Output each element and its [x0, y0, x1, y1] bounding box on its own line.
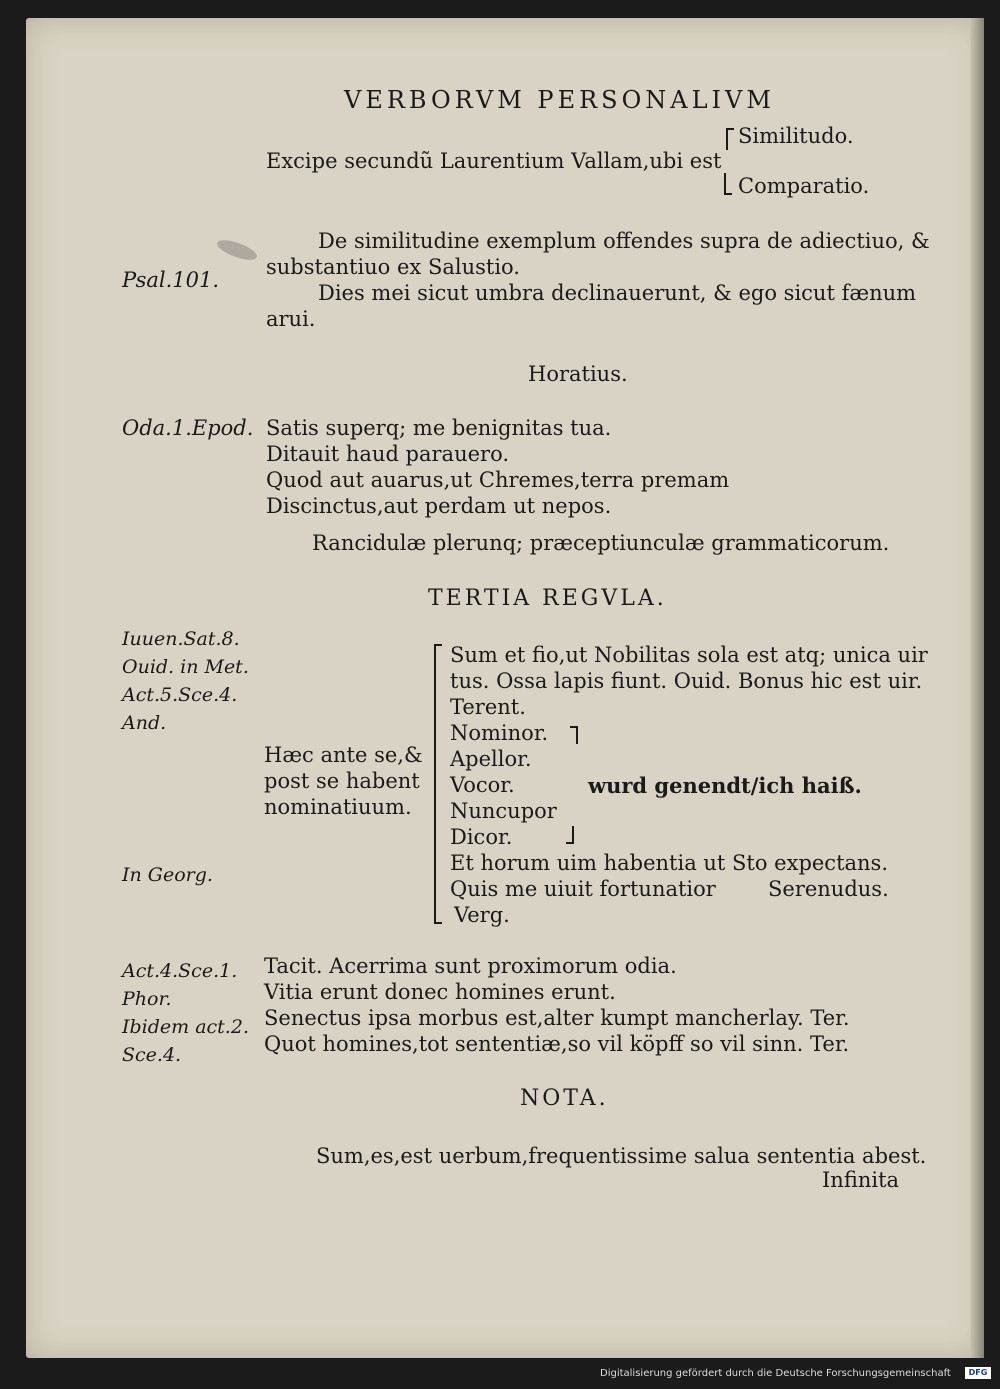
regula-line: Et horum uim habentia ut Sto expectans. — [450, 851, 889, 875]
similitudo-line-1: De similitudine exemplum offendes supra de adiectiuo, & — [318, 229, 930, 253]
similitudo-line-2: substantiuo ex Salustio. — [266, 255, 520, 279]
margin-ref: Act.4.Sce.1. — [122, 960, 238, 982]
sententia-line: Quot homines,tot sententiæ,so vil köpff so vil sinn. Ter. — [264, 1032, 850, 1056]
horatius-verse: Ditauit haud parauero. — [266, 442, 510, 466]
german-gloss: wurd genendt/ich haiß. — [588, 773, 862, 798]
ink-blot — [215, 236, 259, 264]
dfg-logo: DFG — [965, 1367, 991, 1379]
regula-line: Apellor. — [450, 747, 532, 771]
similitudo-line-4: arui. — [266, 307, 316, 331]
excipe-option-similitudo: Similitudo. — [738, 124, 854, 148]
regula-line: Terent. — [450, 695, 526, 719]
brace-top — [726, 128, 734, 150]
similitudo-line-3: Dies mei sicut umbra declinauerunt, & ego sicut fænum — [318, 281, 917, 305]
left-note-line: Hæc ante se,& — [264, 743, 423, 767]
excipe-line: Excipe secundũ Laurentium Vallam,ubi est — [266, 149, 722, 173]
left-note-line: post se habent — [264, 769, 420, 793]
small-brace-top — [570, 726, 578, 744]
running-title: VERBORVM PERSONALIVM — [344, 86, 775, 114]
regula-line: Nuncupor — [450, 799, 557, 823]
small-brace-bottom — [566, 826, 574, 844]
footer-credit: Digitalisierung gefördert durch die Deutsche Forschungsgemeinschaft — [600, 1368, 951, 1379]
margin-ref: Iuuen.Sat.8. — [122, 628, 240, 650]
nota-heading: NOTA. — [520, 1086, 609, 1111]
horatius-heading: Horatius. — [528, 362, 628, 386]
brace-bottom — [724, 173, 732, 195]
margin-ref: Ouid. in Met. — [122, 656, 249, 678]
left-note-line: nominatiuum. — [264, 795, 412, 819]
margin-ref: Sce.4. — [122, 1044, 182, 1066]
nota-line: Sum,es,est uerbum,frequentissime salua sententia abest. — [316, 1144, 927, 1168]
horatius-closing: Rancidulæ plerunq; præceptiunculæ grammaticorum. — [312, 531, 890, 555]
sententia-line: Senectus ipsa morbus est,alter kumpt mancherlay. Ter. — [264, 1006, 850, 1030]
margin-ref-georg: In Georg. — [122, 864, 213, 886]
sententia-line: Tacit. Acerrima sunt proximorum odia. — [264, 954, 677, 978]
margin-ref-oda: Oda.1.Epod. — [122, 416, 254, 440]
regula-line: Sum et fio,ut Nobilitas sola est atq; unica uir — [450, 643, 928, 667]
regula-line: tus. Ossa lapis fiunt. Ouid. Bonus hic est uir. — [450, 669, 923, 693]
catchword: Infinita — [822, 1168, 900, 1192]
regula-line: Nominor. — [450, 721, 549, 745]
tertia-regula-heading: TERTIA REGVLA. — [428, 586, 667, 611]
page-spine-edge — [970, 18, 984, 1358]
margin-ref: Ibidem act.2. — [122, 1016, 249, 1038]
regula-line: Vocor. — [450, 773, 515, 797]
margin-ref: And. — [122, 712, 167, 734]
margin-ref: Phor. — [122, 988, 172, 1010]
large-brace — [434, 644, 442, 924]
serenudus: Serenudus. — [768, 877, 889, 901]
margin-ref: Act.5.Sce.4. — [122, 684, 238, 706]
margin-ref-psal: Psal.101. — [122, 268, 220, 292]
regula-line: Dicor. — [450, 825, 513, 849]
excipe-option-comparatio: Comparatio. — [738, 174, 870, 198]
sententia-line: Vitia erunt donec homines erunt. — [264, 980, 616, 1004]
book-page — [26, 18, 984, 1358]
regula-line-verg: Verg. — [454, 903, 510, 927]
horatius-verse: Discinctus,aut perdam ut nepos. — [266, 494, 612, 518]
horatius-verse: Satis superq; me benignitas tua. — [266, 416, 612, 440]
regula-line: Quis me uiuit fortunatior — [450, 877, 716, 901]
horatius-verse: Quod aut auarus,ut Chremes,terra premam — [266, 468, 730, 492]
